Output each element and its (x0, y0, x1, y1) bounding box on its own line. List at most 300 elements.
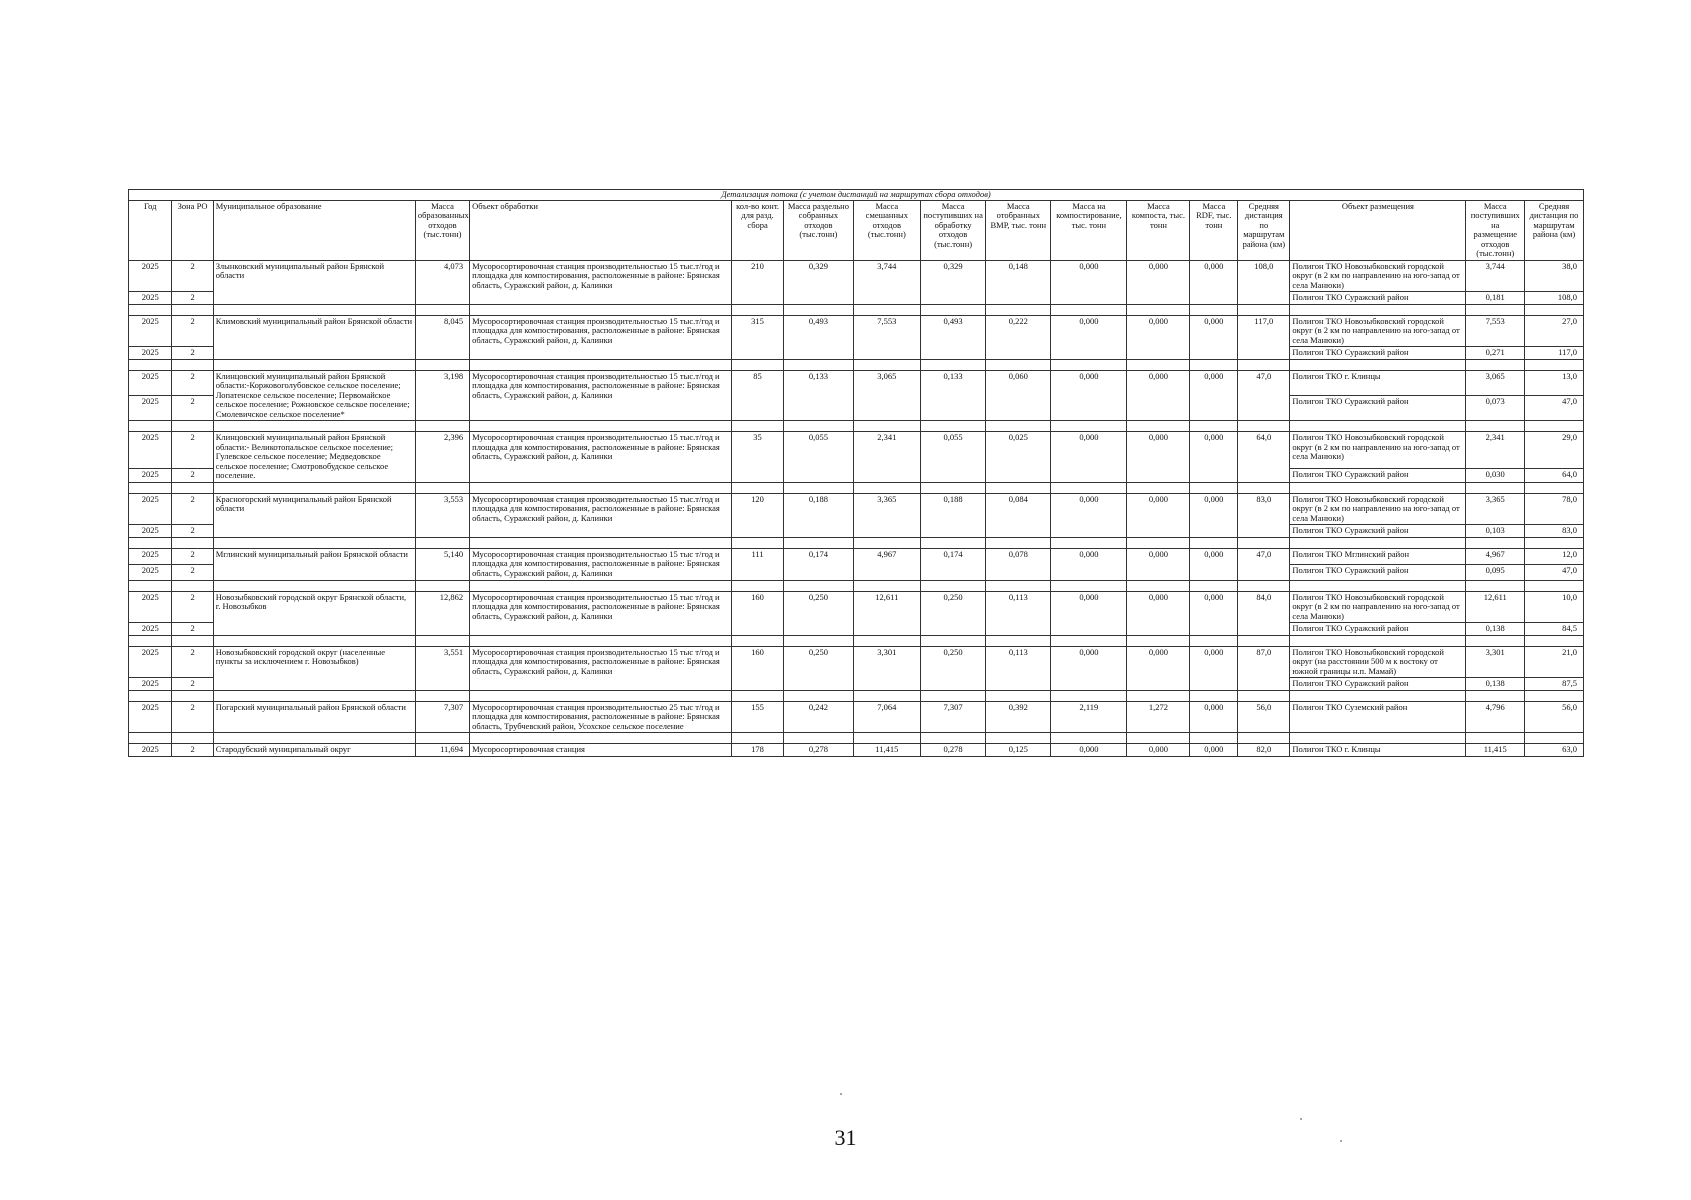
disposal-site-cell: Полигон ТКО Суражский район (1290, 468, 1466, 482)
zone-cell: 2 (172, 525, 213, 538)
separate-mass-cell: 0,493 (784, 315, 854, 359)
column-header: Зона РО (172, 200, 213, 260)
compost-mass-cell: 0,000 (1127, 260, 1190, 304)
distance-cell: 108,0 (1238, 260, 1290, 304)
facility-cell: Мусоросортировочная станция производительностью 15 тыс т/год и площадка для компостирования, расположенные в районе: Брянская область, Суражский район, д. Калинки (470, 548, 732, 580)
spacer-cell (213, 537, 415, 548)
spacer-cell (470, 733, 732, 744)
spacer-cell (784, 482, 854, 493)
spacer-cell (986, 304, 1051, 315)
disposal-site-cell: Полигон ТКО Суражский район (1290, 564, 1466, 580)
spacer-cell (470, 421, 732, 432)
mixed-mass-cell: 3,365 (853, 493, 920, 537)
rdf-mass-cell: 0,000 (1190, 315, 1238, 359)
disposal-mass-cell: 3,744 (1466, 260, 1525, 292)
spacer-cell (921, 635, 986, 646)
column-header: Масса на компостирование, тыс. тонн (1051, 200, 1127, 260)
disposal-distance-cell: 108,0 (1525, 292, 1584, 305)
processed-mass-cell: 0,055 (921, 432, 986, 483)
mass-cell: 7,307 (415, 701, 469, 733)
spacer-cell (986, 733, 1051, 744)
year-cell: 2025 (129, 548, 172, 564)
separate-mass-cell: 0,055 (784, 432, 854, 483)
spacer-cell (129, 304, 172, 315)
compost-mass-cell: 0,000 (1127, 370, 1190, 421)
disposal-mass-cell: 0,271 (1466, 347, 1525, 360)
spacer-cell (1127, 537, 1190, 548)
disposal-distance-cell: 83,0 (1525, 525, 1584, 538)
column-header: Масса поступивших на обработку отходов (тыс.тонн) (921, 200, 986, 260)
spacer-cell (1466, 304, 1525, 315)
spacer-cell (921, 482, 986, 493)
separate-mass-cell: 0,242 (784, 701, 854, 733)
spacer-cell (1051, 304, 1127, 315)
spacer-cell (1051, 537, 1127, 548)
recyclables-mass-cell: 0,222 (986, 315, 1051, 359)
zone-cell: 2 (172, 646, 213, 678)
disposal-site-cell: Полигон ТКО Суражский район (1290, 396, 1466, 421)
rdf-mass-cell: 0,000 (1190, 701, 1238, 733)
spacer-cell (1190, 304, 1238, 315)
spacer-cell (1290, 733, 1466, 744)
disposal-site-cell: Полигон ТКО г. Клинцы (1290, 744, 1466, 757)
disposal-mass-cell: 12,611 (1466, 591, 1525, 623)
spacer-cell (1525, 482, 1584, 493)
year-cell: 2025 (129, 493, 172, 525)
scan-speck (1340, 1140, 1342, 1142)
year-cell: 2025 (129, 591, 172, 623)
rdf-mass-cell: 0,000 (1190, 591, 1238, 635)
spacer-row (129, 359, 1584, 370)
table-row (129, 315, 1584, 347)
spacer-cell (1190, 580, 1238, 591)
container-count-cell: 178 (731, 744, 783, 757)
compost-input-cell: 0,000 (1051, 591, 1127, 635)
zone-cell: 2 (172, 370, 213, 395)
recyclables-mass-cell: 0,078 (986, 548, 1051, 580)
compost-input-cell: 0,000 (1051, 744, 1127, 757)
year-cell: 2025 (129, 744, 172, 757)
zone-cell: 2 (172, 744, 213, 757)
spacer-cell (213, 580, 415, 591)
spacer-cell (853, 690, 920, 701)
spacer-cell (1051, 690, 1127, 701)
municipality-cell: Новозыбковский городской округ (населенные пункты за исключением г. Новозыбков) (213, 646, 415, 690)
disposal-distance-cell: 21,0 (1525, 646, 1584, 678)
container-count-cell: 210 (731, 260, 783, 304)
spacer-cell (415, 537, 469, 548)
zone-cell: 2 (172, 678, 213, 691)
distance-cell: 56,0 (1238, 701, 1290, 733)
spacer-cell (853, 359, 920, 370)
disposal-site-cell: Полигон ТКО г. Клинцы (1290, 370, 1466, 395)
separate-mass-cell: 0,329 (784, 260, 854, 304)
spacer-cell (1466, 635, 1525, 646)
spacer-cell (921, 733, 986, 744)
year-cell: 2025 (129, 370, 172, 395)
rdf-mass-cell: 0,000 (1190, 548, 1238, 580)
spacer-cell (129, 359, 172, 370)
spacer-cell (129, 635, 172, 646)
disposal-distance-cell: 47,0 (1525, 396, 1584, 421)
compost-input-cell: 2,119 (1051, 701, 1127, 733)
municipality-cell: Клинцовский муниципальный район Брянской области:-Коржовоголубовское сельское поселение; Лопатенское сельское поселение; Первомайское сельское поселение; Рожновское сельское поселение; Смолевичское сельское поселение* (213, 370, 415, 421)
year-cell: 2025 (129, 701, 172, 733)
municipality-cell: Погарский муниципальный район Брянской области (213, 701, 415, 733)
spacer-cell (1127, 482, 1190, 493)
spacer-cell (1051, 421, 1127, 432)
spacer-cell (129, 580, 172, 591)
spacer-cell (172, 482, 213, 493)
spacer-cell (731, 580, 783, 591)
spacer-cell (731, 304, 783, 315)
year-cell: 2025 (129, 292, 172, 305)
spacer-cell (853, 580, 920, 591)
disposal-distance-cell: 63,0 (1525, 744, 1584, 757)
spacer-cell (986, 421, 1051, 432)
compost-mass-cell: 0,000 (1127, 493, 1190, 537)
distance-cell: 47,0 (1238, 548, 1290, 580)
zone-cell: 2 (172, 396, 213, 421)
zone-cell: 2 (172, 493, 213, 525)
table-row (129, 701, 1584, 733)
table-row (129, 432, 1584, 468)
spacer-cell (1466, 733, 1525, 744)
spacer-cell (1290, 359, 1466, 370)
disposal-site-cell: Полигон ТКО Суражский район (1290, 525, 1466, 538)
spacer-cell (470, 580, 732, 591)
mass-cell: 5,140 (415, 548, 469, 580)
recyclables-mass-cell: 0,113 (986, 646, 1051, 690)
disposal-mass-cell: 0,138 (1466, 678, 1525, 691)
container-count-cell: 160 (731, 646, 783, 690)
spacer-row (129, 421, 1584, 432)
container-count-cell: 120 (731, 493, 783, 537)
disposal-site-cell: Полигон ТКО Мглинский район (1290, 548, 1466, 564)
disposal-distance-cell: 47,0 (1525, 564, 1584, 580)
spacer-cell (1525, 304, 1584, 315)
spacer-cell (1290, 580, 1466, 591)
recyclables-mass-cell: 0,148 (986, 260, 1051, 304)
spacer-cell (784, 580, 854, 591)
spacer-cell (129, 421, 172, 432)
spacer-cell (213, 690, 415, 701)
year-cell: 2025 (129, 564, 172, 580)
spacer-cell (1290, 421, 1466, 432)
year-cell: 2025 (129, 525, 172, 538)
mass-cell: 3,198 (415, 370, 469, 421)
table-body (129, 260, 1584, 756)
container-count-cell: 155 (731, 701, 783, 733)
compost-input-cell: 0,000 (1051, 315, 1127, 359)
recyclables-mass-cell: 0,113 (986, 591, 1051, 635)
spacer-cell (1127, 580, 1190, 591)
municipality-cell: Злынковский муниципальный район Брянской области (213, 260, 415, 304)
disposal-site-cell: Полигон ТКО Суражский район (1290, 678, 1466, 691)
spacer-cell (470, 537, 732, 548)
mass-cell: 3,551 (415, 646, 469, 690)
spacer-cell (986, 635, 1051, 646)
spacer-cell (986, 690, 1051, 701)
container-count-cell: 315 (731, 315, 783, 359)
mixed-mass-cell: 12,611 (853, 591, 920, 635)
processed-mass-cell: 0,278 (921, 744, 986, 757)
municipality-cell: Новозыбковский городской округ Брянской области, г. Новозыбков (213, 591, 415, 635)
spacer-cell (213, 421, 415, 432)
spacer-cell (172, 537, 213, 548)
table-row (129, 260, 1584, 292)
spacer-cell (415, 733, 469, 744)
container-count-cell: 111 (731, 548, 783, 580)
spacer-cell (853, 421, 920, 432)
spacer-cell (986, 359, 1051, 370)
spacer-cell (1238, 537, 1290, 548)
disposal-mass-cell: 0,095 (1466, 564, 1525, 580)
spacer-cell (415, 635, 469, 646)
distance-cell: 84,0 (1238, 591, 1290, 635)
spacer-cell (1466, 359, 1525, 370)
spacer-cell (1525, 537, 1584, 548)
spacer-cell (1051, 359, 1127, 370)
mixed-mass-cell: 3,301 (853, 646, 920, 690)
spacer-cell (731, 537, 783, 548)
distance-cell: 117,0 (1238, 315, 1290, 359)
spacer-cell (853, 733, 920, 744)
rdf-mass-cell: 0,000 (1190, 260, 1238, 304)
disposal-site-cell: Полигон ТКО Новозыбковский городской округ (в 2 км по направлению на юго-запад от села Манюки) (1290, 591, 1466, 623)
compost-input-cell: 0,000 (1051, 493, 1127, 537)
document-sheet (128, 189, 1584, 757)
mass-cell: 2,396 (415, 432, 469, 483)
facility-cell: Мусоросортировочная станция производительностью 25 тыс т/год и площадка для компостирования, расположенные в районе: Брянская область, Трубчевский район, Усохское сельское поселение (470, 701, 732, 733)
disposal-distance-cell: 117,0 (1525, 347, 1584, 360)
spacer-cell (1238, 580, 1290, 591)
container-count-cell: 85 (731, 370, 783, 421)
zone-cell: 2 (172, 468, 213, 482)
spacer-cell (415, 304, 469, 315)
disposal-mass-cell: 4,796 (1466, 701, 1525, 733)
mixed-mass-cell: 2,341 (853, 432, 920, 483)
disposal-mass-cell: 3,301 (1466, 646, 1525, 678)
column-header: Масса раздельно собранных отходов (тыс.тонн) (784, 200, 854, 260)
spacer-cell (415, 580, 469, 591)
column-header: Масса смешанных отходов (тыс.тонн) (853, 200, 920, 260)
mass-cell: 8,045 (415, 315, 469, 359)
spacer-cell (921, 359, 986, 370)
processed-mass-cell: 7,307 (921, 701, 986, 733)
municipality-cell: Климовский муниципальный район Брянской области (213, 315, 415, 359)
spacer-cell (1127, 635, 1190, 646)
disposal-distance-cell: 12,0 (1525, 548, 1584, 564)
zone-cell: 2 (172, 564, 213, 580)
disposal-distance-cell: 56,0 (1525, 701, 1584, 733)
spacer-cell (853, 482, 920, 493)
processed-mass-cell: 0,250 (921, 591, 986, 635)
spacer-cell (1525, 359, 1584, 370)
disposal-distance-cell: 27,0 (1525, 315, 1584, 347)
zone-cell: 2 (172, 591, 213, 623)
distance-cell: 82,0 (1238, 744, 1290, 757)
spacer-cell (415, 690, 469, 701)
compost-mass-cell: 0,000 (1127, 315, 1190, 359)
spacer-cell (129, 690, 172, 701)
spacer-cell (470, 482, 732, 493)
column-header: Масса поступивших на размещение отходов (тыс.тонн) (1466, 200, 1525, 260)
distance-cell: 64,0 (1238, 432, 1290, 483)
municipality-cell: Стародубский муниципальный округ (213, 744, 415, 757)
zone-cell: 2 (172, 260, 213, 292)
rdf-mass-cell: 0,000 (1190, 370, 1238, 421)
spacer-cell (213, 482, 415, 493)
processed-mass-cell: 0,329 (921, 260, 986, 304)
spacer-cell (1190, 690, 1238, 701)
facility-cell: Мусоросортировочная станция производительностью 15 тыс.т/год и площадка для компостирования, расположенные в районе: Брянская область, Суражский район, д. Калинки (470, 370, 732, 421)
spacer-cell (470, 690, 732, 701)
year-cell: 2025 (129, 623, 172, 636)
compost-input-cell: 0,000 (1051, 260, 1127, 304)
table-row (129, 646, 1584, 678)
spacer-cell (1190, 359, 1238, 370)
year-cell: 2025 (129, 678, 172, 691)
spacer-cell (172, 421, 213, 432)
separate-mass-cell: 0,133 (784, 370, 854, 421)
zone-cell: 2 (172, 347, 213, 360)
processed-mass-cell: 0,133 (921, 370, 986, 421)
spacer-cell (1290, 537, 1466, 548)
mixed-mass-cell: 4,967 (853, 548, 920, 580)
mass-cell: 12,862 (415, 591, 469, 635)
spacer-cell (731, 359, 783, 370)
spacer-cell (1238, 421, 1290, 432)
mixed-mass-cell: 7,064 (853, 701, 920, 733)
table-row (129, 548, 1584, 564)
spacer-cell (784, 537, 854, 548)
disposal-distance-cell: 84,5 (1525, 623, 1584, 636)
table-caption: Детализация потока (с учетом дистанций на маршрутах сбора отходов) (129, 190, 1584, 201)
spacer-cell (213, 733, 415, 744)
mass-cell: 11,694 (415, 744, 469, 757)
spacer-cell (1127, 304, 1190, 315)
spacer-cell (731, 733, 783, 744)
rdf-mass-cell: 0,000 (1190, 493, 1238, 537)
spacer-cell (1127, 359, 1190, 370)
spacer-cell (1238, 482, 1290, 493)
disposal-site-cell: Полигон ТКО Новозыбковский городской округ (в 2 км по направлению на юго-запад от села Манюки) (1290, 315, 1466, 347)
disposal-mass-cell: 2,341 (1466, 432, 1525, 468)
mixed-mass-cell: 3,065 (853, 370, 920, 421)
distance-cell: 47,0 (1238, 370, 1290, 421)
spacer-row (129, 635, 1584, 646)
spacer-cell (172, 733, 213, 744)
spacer-cell (731, 482, 783, 493)
separate-mass-cell: 0,278 (784, 744, 854, 757)
spacer-cell (470, 304, 732, 315)
spacer-cell (172, 690, 213, 701)
year-cell: 2025 (129, 646, 172, 678)
waste-flow-table (128, 189, 1584, 757)
spacer-cell (1466, 482, 1525, 493)
spacer-cell (129, 482, 172, 493)
spacer-cell (415, 482, 469, 493)
rdf-mass-cell: 0,000 (1190, 744, 1238, 757)
spacer-cell (921, 421, 986, 432)
spacer-row (129, 733, 1584, 744)
column-header: Масса компоста, тыс. тонн (1127, 200, 1190, 260)
page-number: 31 (834, 1125, 857, 1150)
separate-mass-cell: 0,250 (784, 591, 854, 635)
disposal-distance-cell: 38,0 (1525, 260, 1584, 292)
spacer-cell (1127, 733, 1190, 744)
disposal-mass-cell: 11,415 (1466, 744, 1525, 757)
disposal-mass-cell: 0,181 (1466, 292, 1525, 305)
spacer-cell (1051, 580, 1127, 591)
compost-mass-cell: 0,000 (1127, 646, 1190, 690)
spacer-cell (731, 421, 783, 432)
spacer-cell (1190, 537, 1238, 548)
spacer-cell (784, 733, 854, 744)
disposal-distance-cell: 64,0 (1525, 468, 1584, 482)
processed-mass-cell: 0,188 (921, 493, 986, 537)
compost-mass-cell: 0,000 (1127, 432, 1190, 483)
spacer-cell (213, 304, 415, 315)
zone-cell: 2 (172, 315, 213, 347)
spacer-cell (129, 537, 172, 548)
spacer-cell (1238, 690, 1290, 701)
spacer-cell (213, 635, 415, 646)
distance-cell: 83,0 (1238, 493, 1290, 537)
disposal-site-cell: Полигон ТКО Суражский район (1290, 347, 1466, 360)
disposal-mass-cell: 3,365 (1466, 493, 1525, 525)
spacer-cell (1466, 580, 1525, 591)
spacer-cell (1525, 733, 1584, 744)
disposal-site-cell: Полигон ТКО Суражский район (1290, 623, 1466, 636)
container-count-cell: 35 (731, 432, 783, 483)
zone-cell: 2 (172, 432, 213, 468)
spacer-cell (921, 537, 986, 548)
table-row (129, 591, 1584, 623)
spacer-cell (415, 421, 469, 432)
spacer-cell (784, 690, 854, 701)
recyclables-mass-cell: 0,025 (986, 432, 1051, 483)
spacer-cell (1290, 482, 1466, 493)
spacer-cell (784, 304, 854, 315)
processed-mass-cell: 0,174 (921, 548, 986, 580)
spacer-cell (1525, 421, 1584, 432)
disposal-mass-cell: 0,103 (1466, 525, 1525, 538)
disposal-site-cell: Полигон ТКО Суражский район (1290, 292, 1466, 305)
recyclables-mass-cell: 0,392 (986, 701, 1051, 733)
spacer-row (129, 580, 1584, 591)
spacer-cell (1190, 421, 1238, 432)
header-row (129, 200, 1584, 260)
disposal-distance-cell: 10,0 (1525, 591, 1584, 623)
spacer-cell (731, 690, 783, 701)
spacer-cell (213, 359, 415, 370)
compost-mass-cell: 0,000 (1127, 591, 1190, 635)
spacer-cell (172, 359, 213, 370)
spacer-cell (1238, 635, 1290, 646)
spacer-cell (784, 421, 854, 432)
disposal-mass-cell: 0,073 (1466, 396, 1525, 421)
recyclables-mass-cell: 0,060 (986, 370, 1051, 421)
column-header: Масса отобранных ВМР, тыс. тонн (986, 200, 1051, 260)
spacer-cell (172, 304, 213, 315)
zone-cell: 2 (172, 623, 213, 636)
spacer-cell (1051, 733, 1127, 744)
disposal-mass-cell: 3,065 (1466, 370, 1525, 395)
spacer-cell (1525, 580, 1584, 591)
zone-cell: 2 (172, 701, 213, 733)
